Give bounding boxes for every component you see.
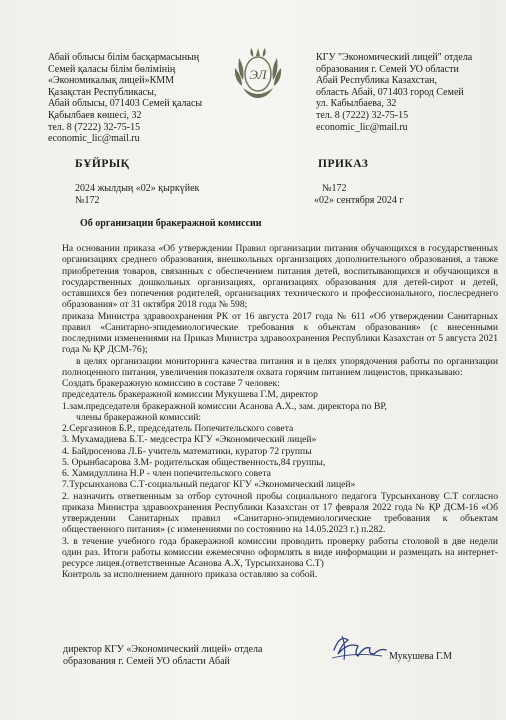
header-line: тел. 8 (7222) 32-75-15 (316, 109, 409, 121)
body-paragraph: На основании приказа «Об утверждении Правил организации питания обучающихся в государственных организациях среднего образования, внешкольных организациях дополнительного образования, а также приобретения товаров, связанных с обеспечением питания детей, воспитывающихся и обучающихся в государственных дошкольных организациях, организациях образования для детей-сирот и детей, оставшихся без попечения родителей, организациях технического и профессионального, послесреднего образования» от 31 октября 2018 года № 598; (62, 243, 498, 311)
header-line: Семей қаласы білім бөлімінің (48, 63, 176, 75)
order-body (62, 243, 498, 581)
date-line: «02» сентября 2024 г (314, 194, 404, 206)
header-line: образования г. Семей УО области (316, 63, 459, 75)
header-line: Қазақстан Республикасы, (48, 86, 157, 98)
body-paragraph: Создать бракеражную комиссию в составе 7 человек: (62, 378, 280, 389)
body-paragraph: 2. назначить ответвенным за отбор суточной пробы социального педагога Турсынханову С.Т согласно приказа Министра здравоохранения Республики Казахстан от 17 февраля 2022 года № ҚР ДСМ-16 «Об утверждении Санитарных правил «Санитарно-эпидемиологические требования к объектам общественного питания» (с изменениями по состоянию на 14.05.2023 г.) п.282. (62, 490, 498, 536)
number-line: №172 (75, 194, 100, 206)
header-line: тел. 8 (7222) 32-75-15 (48, 121, 141, 133)
header-line: economic_lic@mail.ru (316, 121, 408, 133)
header-line: область Абай, 071403 город Семей (316, 86, 464, 98)
body-paragraph: 6. Хамидуллина Н.Р - член попечительского совета (62, 468, 271, 479)
body-paragraph: 5. Орынбасарова З.М- родительская общественность,84 группы, (62, 456, 326, 468)
number-line: №172 (322, 183, 347, 194)
body-paragraph: 4. Байдюсенова Л.Б- учитель математики, куратор 72 группы (62, 445, 312, 457)
body-paragraph: Контроль за исполнением данного приказа оставляю за собой. (62, 569, 318, 581)
header-line: КГУ "Экономический лицей" отдела (316, 52, 473, 63)
body-paragraph: 7.Турсынханова С.Т-социальный педагог КГУ «Экономический лицей» (62, 479, 356, 491)
order-title-kazakh: БҰЙРЫҚ (75, 158, 130, 170)
header-line: «Экономикалық лицей»КММ (48, 75, 175, 87)
header-left-kazakh (48, 52, 238, 145)
header-line: Абай Республика Казахстан, (316, 75, 437, 87)
signatory-line: образования г. Семей УО области Абай (63, 655, 230, 667)
order-date-russian (314, 183, 403, 206)
header-line: ул. Кабылбаева, 32 (316, 98, 397, 110)
body-paragraph: 3. Мухамадиева Б.Т.- медсестра КГУ «Экономический лицей» (62, 434, 317, 446)
lyceum-emblem-icon (229, 44, 287, 102)
order-date-kazakh (75, 183, 199, 206)
header-line: Қабылбаев көшесі, 32 (48, 109, 142, 121)
handwritten-signature-icon (328, 628, 390, 668)
signatory-line: директор КГУ «Экономический лицей» отдела (63, 644, 263, 655)
date-line: 2024 жылдың «02» қыркүйек (75, 183, 200, 194)
header-line: Абай облысы, 071403 Семей қаласы (48, 98, 203, 110)
body-paragraph: 1.зам.председателя бракеражной комиссии Асанова А.Х., зам. директора по ВР, (62, 400, 387, 412)
body-paragraph: 2.Сергазинов Б.Р., председатель Попечительского совета (62, 423, 294, 434)
signatory-name: Мукушева Г.М (389, 651, 453, 662)
body-paragraph: приказа Министра здравоохранения РК от 16 августа 2017 года № 611 «Об утверждении Санитарных правил «Санитарно-эпидемиологические требования к объектам образования» (с внесенными последними изменениями на Приказ Министра здравоохранения Республики Казахстан от 5 августа 2021 года № ҚР ДСМ-76); (62, 310, 498, 356)
header-line: economic_lic@mail.ru (48, 133, 140, 145)
body-paragraph: в целях организации мониторинга качества питания и в целях упорядочения работы по организации полноценного питания, увеличения показателя охвата горячим питанием лицеистов, приказываю: (62, 355, 498, 378)
header-line: Абай облысы білім басқармасының (48, 52, 200, 63)
order-title-russian: ПРИКАЗ (318, 158, 369, 170)
signatory-title (63, 644, 262, 667)
emblem-letters: ЭЛ (249, 67, 267, 82)
order-subject: Об организации бракеражной комиссии (80, 218, 262, 229)
header-right-russian (316, 52, 496, 133)
body-paragraph: 3. в течение учебного года бракеражной комиссии проводить проверку работы столовой в две недели один раз. Итоги работы комиссии ежемесячно оформлять в виде информации и размещать на интернет-ресурсе лицея.(ответственные Асанова А.Х, Турсынханова С.Т) (62, 535, 498, 569)
body-paragraph: председатель бракеражной комиссии Мукушева Г.М, директор (62, 389, 318, 401)
body-paragraph: члены бракеражной комиссий: (76, 411, 202, 423)
